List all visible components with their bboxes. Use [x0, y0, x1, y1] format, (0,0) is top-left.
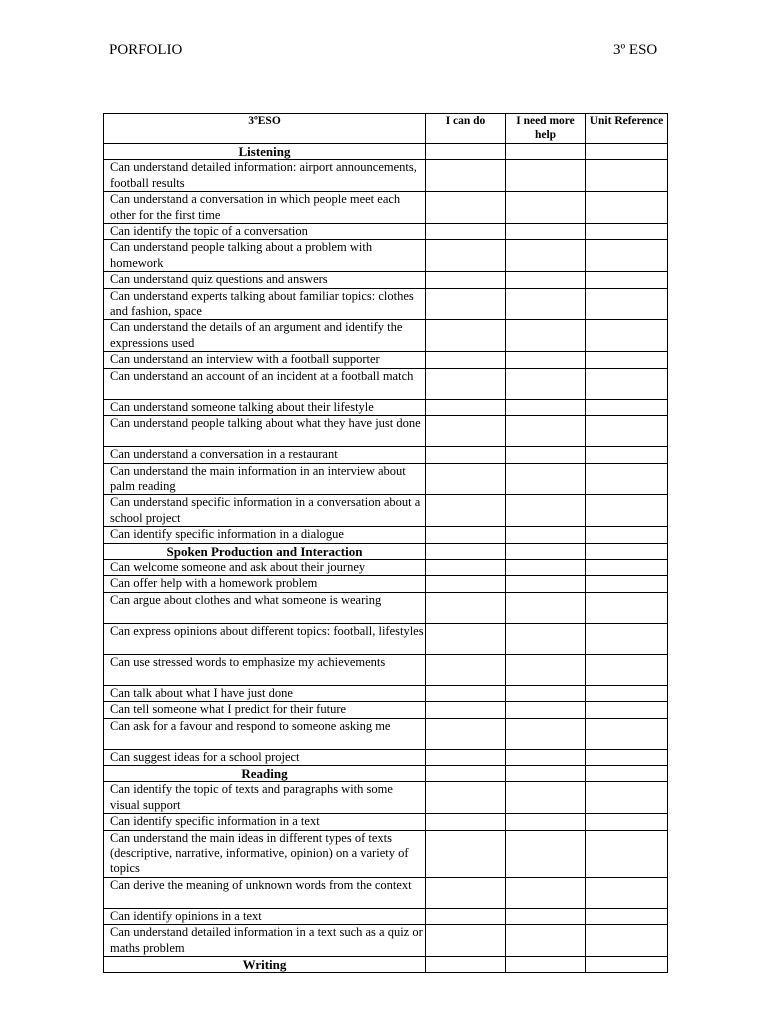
need-help-cell[interactable] — [506, 447, 586, 463]
section-empty-cell — [506, 765, 586, 781]
skill-descriptor: Can tell someone what I predict for their future — [104, 702, 426, 718]
i-can-do-cell[interactable] — [426, 559, 506, 575]
need-help-cell[interactable] — [506, 559, 586, 575]
skill-descriptor: Can understand an interview with a football supporter — [104, 352, 426, 368]
section-title: Spoken Production and Interaction — [104, 543, 426, 559]
unit-reference-cell[interactable] — [586, 463, 668, 495]
unit-reference-cell[interactable] — [586, 782, 668, 814]
i-can-do-cell[interactable] — [426, 192, 506, 224]
section-title: Listening — [104, 144, 426, 160]
section-empty-cell — [426, 144, 506, 160]
column-header-unit-reference: Unit Reference — [586, 114, 668, 144]
table-row — [104, 749, 668, 765]
table-row — [104, 447, 668, 463]
need-help-cell[interactable] — [506, 592, 586, 623]
table-row — [104, 352, 668, 368]
table-row — [104, 654, 668, 685]
column-header-need-help: I need more help — [506, 114, 586, 144]
unit-reference-cell[interactable] — [586, 192, 668, 224]
need-help-cell[interactable] — [506, 352, 586, 368]
table-row — [104, 399, 668, 415]
skill-descriptor: Can ask for a favour and respond to someone asking me — [104, 718, 426, 749]
need-help-cell[interactable] — [506, 623, 586, 654]
i-can-do-cell[interactable] — [426, 160, 506, 192]
table-row — [104, 495, 668, 527]
need-help-cell[interactable] — [506, 416, 586, 447]
section-empty-cell — [426, 543, 506, 559]
section-empty-cell — [426, 957, 506, 973]
section-empty-cell — [506, 144, 586, 160]
i-can-do-cell[interactable] — [426, 368, 506, 399]
i-can-do-cell[interactable] — [426, 447, 506, 463]
i-can-do-cell[interactable] — [426, 224, 506, 240]
i-can-do-cell[interactable] — [426, 749, 506, 765]
unit-reference-cell[interactable] — [586, 416, 668, 447]
i-can-do-cell[interactable] — [426, 576, 506, 592]
skill-descriptor: Can welcome someone and ask about their journey — [104, 559, 426, 575]
unit-reference-cell[interactable] — [586, 368, 668, 399]
unit-reference-cell[interactable] — [586, 814, 668, 830]
i-can-do-cell[interactable] — [426, 240, 506, 272]
i-can-do-cell[interactable] — [426, 654, 506, 685]
section-title: Writing — [104, 957, 426, 973]
need-help-cell[interactable] — [506, 576, 586, 592]
need-help-cell[interactable] — [506, 224, 586, 240]
table-body — [104, 144, 668, 973]
unit-reference-cell[interactable] — [586, 447, 668, 463]
skill-descriptor: Can identify opinions in a text — [104, 908, 426, 924]
i-can-do-cell[interactable] — [426, 272, 506, 288]
skill-descriptor: Can understand quiz questions and answers — [104, 272, 426, 288]
need-help-cell[interactable] — [506, 320, 586, 352]
i-can-do-cell[interactable] — [426, 908, 506, 924]
unit-reference-cell[interactable] — [586, 224, 668, 240]
unit-reference-cell[interactable] — [586, 495, 668, 527]
unit-reference-cell[interactable] — [586, 592, 668, 623]
unit-reference-cell[interactable] — [586, 352, 668, 368]
unit-reference-cell[interactable] — [586, 623, 668, 654]
table-row — [104, 925, 668, 957]
section-title: Reading — [104, 765, 426, 781]
skill-descriptor: Can understand an account of an incident at a football match — [104, 368, 426, 399]
skill-descriptor: Can understand someone talking about their lifestyle — [104, 399, 426, 415]
skill-descriptor: Can use stressed words to emphasize my achievements — [104, 654, 426, 685]
i-can-do-cell[interactable] — [426, 830, 506, 877]
unit-reference-cell[interactable] — [586, 925, 668, 957]
section-empty-cell — [586, 957, 668, 973]
table-row — [104, 320, 668, 352]
table-row — [104, 559, 668, 575]
skill-descriptor: Can identify specific information in a text — [104, 814, 426, 830]
i-can-do-cell[interactable] — [426, 495, 506, 527]
unit-reference-cell[interactable] — [586, 718, 668, 749]
table-row — [104, 908, 668, 924]
table-row — [104, 160, 668, 192]
column-header-i-can-do: I can do — [426, 114, 506, 144]
table-row — [104, 623, 668, 654]
skill-descriptor: Can understand detailed information: airport announcements, football results — [104, 160, 426, 192]
unit-reference-cell[interactable] — [586, 654, 668, 685]
unit-reference-cell[interactable] — [586, 559, 668, 575]
skill-descriptor: Can understand the main ideas in different types of texts (descriptive, narrative, informative, opinion) on a variety of topics — [104, 830, 426, 877]
need-help-cell[interactable] — [506, 782, 586, 814]
i-can-do-cell[interactable] — [426, 320, 506, 352]
table-row — [104, 463, 668, 495]
table-header-row — [104, 114, 668, 144]
unit-reference-cell[interactable] — [586, 527, 668, 543]
skill-descriptor: Can identify specific information in a dialogue — [104, 527, 426, 543]
unit-reference-cell[interactable] — [586, 830, 668, 877]
table-row — [104, 576, 668, 592]
section-header-row — [104, 957, 668, 973]
unit-reference-cell[interactable] — [586, 685, 668, 701]
table-row — [104, 416, 668, 447]
need-help-cell[interactable] — [506, 463, 586, 495]
need-help-cell[interactable] — [506, 702, 586, 718]
section-header-row — [104, 543, 668, 559]
unit-reference-cell[interactable] — [586, 877, 668, 908]
i-can-do-cell[interactable] — [426, 782, 506, 814]
unit-reference-cell[interactable] — [586, 320, 668, 352]
skill-descriptor: Can offer help with a homework problem — [104, 576, 426, 592]
skill-descriptor: Can suggest ideas for a school project — [104, 749, 426, 765]
need-help-cell[interactable] — [506, 877, 586, 908]
course-level: 3º ESO — [613, 42, 658, 58]
i-can-do-cell[interactable] — [426, 399, 506, 415]
table-row — [104, 702, 668, 718]
document-title: PORFOLIO — [109, 42, 183, 58]
need-help-cell[interactable] — [506, 368, 586, 399]
section-empty-cell — [586, 144, 668, 160]
i-can-do-cell[interactable] — [426, 352, 506, 368]
need-help-cell[interactable] — [506, 288, 586, 320]
section-empty-cell — [506, 957, 586, 973]
skill-descriptor: Can express opinions about different topics: football, lifestyles — [104, 623, 426, 654]
unit-reference-cell[interactable] — [586, 749, 668, 765]
skill-descriptor: Can understand the details of an argument and identify the expressions used — [104, 320, 426, 352]
table-row — [104, 224, 668, 240]
unit-reference-cell[interactable] — [586, 908, 668, 924]
table-row — [104, 368, 668, 399]
table-row — [104, 718, 668, 749]
skill-descriptor: Can understand a conversation in a restaurant — [104, 447, 426, 463]
need-help-cell[interactable] — [506, 685, 586, 701]
table-row — [104, 192, 668, 224]
skill-descriptor: Can identify the topic of texts and paragraphs with some visual support — [104, 782, 426, 814]
column-header-level: 3ºESO — [104, 114, 426, 144]
table-row — [104, 814, 668, 830]
need-help-cell[interactable] — [506, 718, 586, 749]
section-empty-cell — [586, 765, 668, 781]
need-help-cell[interactable] — [506, 749, 586, 765]
table-row — [104, 527, 668, 543]
unit-reference-cell[interactable] — [586, 399, 668, 415]
need-help-cell[interactable] — [506, 272, 586, 288]
section-header-row — [104, 765, 668, 781]
portfolio-table — [103, 113, 668, 973]
unit-reference-cell[interactable] — [586, 240, 668, 272]
skill-descriptor: Can understand people talking about a problem with homework — [104, 240, 426, 272]
skill-descriptor: Can understand the main information in an interview about palm reading — [104, 463, 426, 495]
need-help-cell[interactable] — [506, 240, 586, 272]
table-row — [104, 592, 668, 623]
i-can-do-cell[interactable] — [426, 623, 506, 654]
i-can-do-cell[interactable] — [426, 702, 506, 718]
need-help-cell[interactable] — [506, 495, 586, 527]
unit-reference-cell[interactable] — [586, 272, 668, 288]
unit-reference-cell[interactable] — [586, 576, 668, 592]
section-empty-cell — [586, 543, 668, 559]
table-row — [104, 272, 668, 288]
skill-descriptor: Can understand experts talking about familiar topics: clothes and fashion, space — [104, 288, 426, 320]
need-help-cell[interactable] — [506, 160, 586, 192]
i-can-do-cell[interactable] — [426, 416, 506, 447]
i-can-do-cell[interactable] — [426, 527, 506, 543]
section-empty-cell — [426, 765, 506, 781]
need-help-cell[interactable] — [506, 654, 586, 685]
skill-descriptor: Can understand specific information in a conversation about a school project — [104, 495, 426, 527]
need-help-cell[interactable] — [506, 908, 586, 924]
table-row — [104, 288, 668, 320]
table-row — [104, 877, 668, 908]
skill-descriptor: Can talk about what I have just done — [104, 685, 426, 701]
unit-reference-cell[interactable] — [586, 288, 668, 320]
skill-descriptor: Can argue about clothes and what someone is wearing — [104, 592, 426, 623]
skill-descriptor: Can derive the meaning of unknown words from the context — [104, 877, 426, 908]
skill-descriptor: Can understand detailed information in a text such as a quiz or maths problem — [104, 925, 426, 957]
skill-descriptor: Can understand people talking about what they have just done — [104, 416, 426, 447]
section-header-row — [104, 144, 668, 160]
need-help-cell[interactable] — [506, 814, 586, 830]
need-help-cell[interactable] — [506, 399, 586, 415]
table-row — [104, 685, 668, 701]
i-can-do-cell[interactable] — [426, 463, 506, 495]
i-can-do-cell[interactable] — [426, 718, 506, 749]
need-help-cell[interactable] — [506, 192, 586, 224]
section-empty-cell — [506, 543, 586, 559]
table-row — [104, 830, 668, 877]
need-help-cell[interactable] — [506, 925, 586, 957]
need-help-cell[interactable] — [506, 830, 586, 877]
unit-reference-cell[interactable] — [586, 160, 668, 192]
table-row — [104, 782, 668, 814]
i-can-do-cell[interactable] — [426, 814, 506, 830]
i-can-do-cell[interactable] — [426, 685, 506, 701]
table-row — [104, 240, 668, 272]
i-can-do-cell[interactable] — [426, 288, 506, 320]
skill-descriptor: Can understand a conversation in which people meet each other for the first time — [104, 192, 426, 224]
unit-reference-cell[interactable] — [586, 702, 668, 718]
skill-descriptor: Can identify the topic of a conversation — [104, 224, 426, 240]
i-can-do-cell[interactable] — [426, 925, 506, 957]
need-help-cell[interactable] — [506, 527, 586, 543]
i-can-do-cell[interactable] — [426, 877, 506, 908]
i-can-do-cell[interactable] — [426, 592, 506, 623]
